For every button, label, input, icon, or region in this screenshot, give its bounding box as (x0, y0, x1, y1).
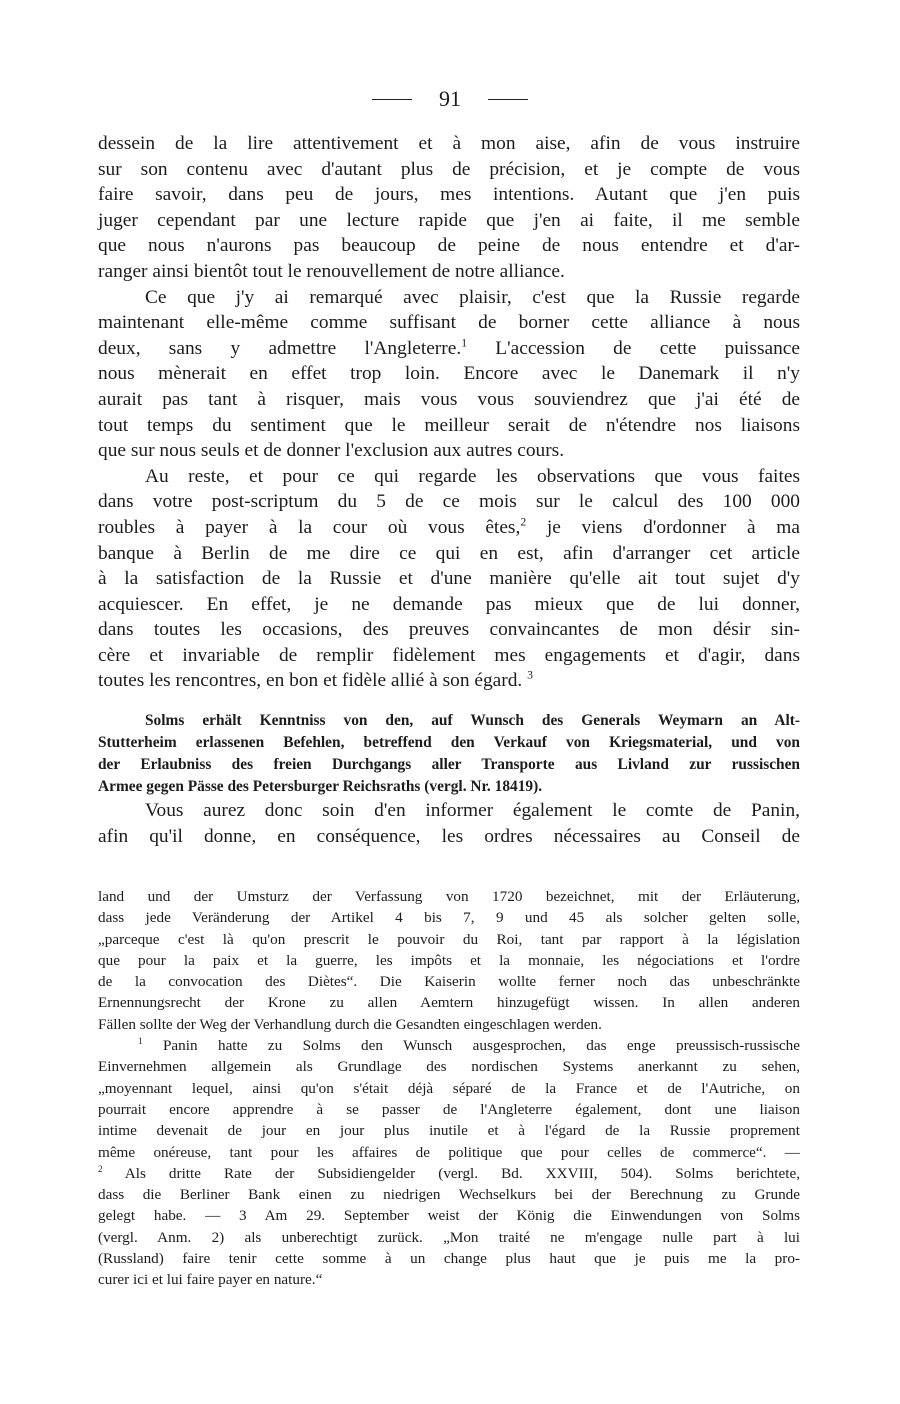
text-line: nous mènerait en effet trop loin. Encore avec le Danemark il n'y (98, 363, 800, 385)
footnote-line-with-marker (98, 1035, 800, 1056)
footnote-line: dass die Berliner Bank einen zu niedrigen Wechselkurs bei der Berechnung zu Grunde (98, 1186, 800, 1204)
footnote-line: (Russland) faire tenir cette somme à un change plus haut que je puis me la pro- (98, 1250, 800, 1268)
text-line: faire savoir, dans peu de jours, mes intentions. Autant que j'en puis (98, 184, 800, 206)
footnote-line-with-marker (98, 1163, 800, 1184)
text-fragment: je viens d'ordonner à ma (526, 516, 800, 538)
text-line: que nous n'aurons pas beaucoup de peine de nous entendre et d'ar- (98, 235, 800, 257)
text-line: dans votre post-scriptum du 5 de ce mois sur le calcul des 100 000 (98, 491, 800, 513)
footnote-line: dass jede Veränderung der Artikel 4 bis 7, 9 und 45 als solcher gelten solle, (98, 909, 800, 927)
text-line-with-footnote (98, 336, 800, 362)
text-line: juger cependant par une lecture rapide que j'en ai faite, il me semble (98, 209, 800, 231)
footnote-line: Fällen sollte der Weg der Verhandlung durch die Gesandten eingeschlagen werden. (98, 1015, 602, 1033)
text-line: afin qu'il donne, en conséquence, les ordres nécessaires au Conseil de (98, 825, 800, 847)
text-line-with-footnote (98, 668, 800, 694)
text-line: dessein de la lire attentivement et à mon aise, afin de vous instruire (98, 133, 800, 154)
text-line: dans toutes les occasions, des preuves convaincantes de mon désir sin- (98, 619, 800, 641)
main-text-continued (98, 798, 800, 849)
summary-line: Armee gegen Pässe des Petersburger Reichsraths (vergl. Nr. 18419). (98, 778, 543, 795)
footnote-line: „moyennant lequel, ainsi qu'on s'était déjà séparé de la France et de l'Autriche, on (98, 1079, 800, 1097)
footnote-line: de la convocation des Diètes“. Die Kaiserin wollte ferner noch das unbeschränkte (98, 973, 800, 991)
header-rule-right (488, 99, 528, 100)
text-line: Ce que j'y ai remarqué avec plaisir, c'est que la Russie regarde (145, 286, 800, 308)
footnote-marker: 2 (98, 1163, 103, 1174)
footnote-line: Einvernehmen allgemein als Grundlage des nordischen Systems anerkannt zu sehen, (98, 1058, 800, 1076)
text-line: à la satisfaction de la Russie et d'une manière qu'elle ait tout sujet d'y (98, 568, 800, 590)
text-fragment: deux, sans y admettre l'Angleterre. (98, 337, 462, 359)
footnote-marker: 2 (520, 515, 527, 529)
footnote-line: curer ici et lui faire payer en nature.“ (98, 1271, 323, 1289)
footnote-line: Ernennungsrecht der Krone zu allen Aemtern hinzugefügt wissen. In allen anderen (98, 994, 800, 1012)
footnote-marker: 3 (527, 669, 533, 682)
text-line: sur son contenu avec d'autant plus de précision, et je compte de vous (98, 158, 800, 180)
text-fragment: toutes les rencontres, en bon et fidèle allié à son égard. (98, 670, 523, 692)
footnote-line: gelegt habe. — 3 Am 29. September weist der König die Einwendungen von Solms (98, 1207, 800, 1225)
page-header (0, 86, 900, 116)
text-line: Vous aurez donc soin d'en informer également le comte de Panin, (145, 800, 800, 821)
footnote-line: intime devenait de jour en jour plus inutile et à l'égard de la Russie proprement (98, 1122, 800, 1140)
text-line-with-footnote (98, 515, 800, 541)
text-line: ranger ainsi bientôt tout le renouvellement de notre alliance. (98, 260, 565, 282)
text-fragment: Panin hatte zu Solms den Wunsch ausgesprochen, das enge preussisch-russische (162, 1037, 800, 1055)
footnote-marker: 1 (461, 336, 467, 350)
summary-line: der Erlaubniss des freien Durchgangs aller Transporte aus Livland zur russischen (98, 756, 800, 773)
text-fragment: roubles à payer à la cour où vous êtes, (98, 516, 521, 538)
footnote-line: que pour la paix et la guerre, les impôts et la monnaie, les négociations et l'ordre (98, 951, 800, 969)
text-line: banque à Berlin de me dire ce qui en est, afin d'arranger cet article (98, 542, 800, 564)
main-text (98, 131, 800, 694)
header-rule-left (372, 99, 412, 100)
summary-line: Solms erhält Kenntniss von den, auf Wunsch des Generals Weymarn an Alt- (145, 712, 800, 729)
text-fragment: L'accession de cette puissance (467, 337, 801, 359)
text-line: Au reste, et pour ce qui regarde les observations que vous faites (145, 465, 800, 487)
footnote-line: (vergl. Anm. 2) als unberechtigt zurück. „Mon traité ne m'engage nulle part à lui (98, 1228, 800, 1246)
footnote-line: pourrait encore apprendre à se passer de l'Angleterre également, dont une liaison (98, 1100, 800, 1118)
text-line: maintenant elle-même comme suffisant de borner cette alliance à nous (98, 312, 800, 334)
summary-line: Stutterheim erlassenen Befehlen, betreffend den Verkauf von Kriegsmaterial, und von (98, 734, 800, 751)
page-number: 91 (439, 86, 461, 111)
footnotes (98, 886, 800, 1291)
text-line: que sur nous seuls et de donner l'exclusion aux autres cours. (98, 440, 565, 462)
text-line: aurait pas tant à risquer, mais vous vous souviendrez que j'ai été de (98, 388, 800, 410)
text-line: acquiescer. En effet, je ne demande pas mieux que de lui donner, (98, 593, 800, 615)
footnote-line: land und der Umsturz der Verfassung von 1720 bezeichnet, mit der Erläuterung, (98, 888, 800, 905)
text-line: cère et invariable de remplir fidèlement mes engagements et d'agir, dans (98, 644, 800, 666)
editorial-summary (98, 710, 800, 798)
text-line: tout temps du sentiment que le meilleur serait de n'étendre nos liaisons (98, 414, 800, 436)
text-fragment: Als dritte Rate der Subsidiengelder (vergl. Bd. XXVIII, 504). Solms berichtete, (124, 1164, 800, 1182)
footnote-marker: 1 (138, 1036, 143, 1047)
footnote-line: „parceque c'est là qu'on prescrit le pouvoir du Roi, tant par rapport à la législation (98, 930, 800, 948)
footnote-line: même onéreuse, tant pour les affaires de politique que pour celles de commerce“. — (98, 1143, 800, 1161)
